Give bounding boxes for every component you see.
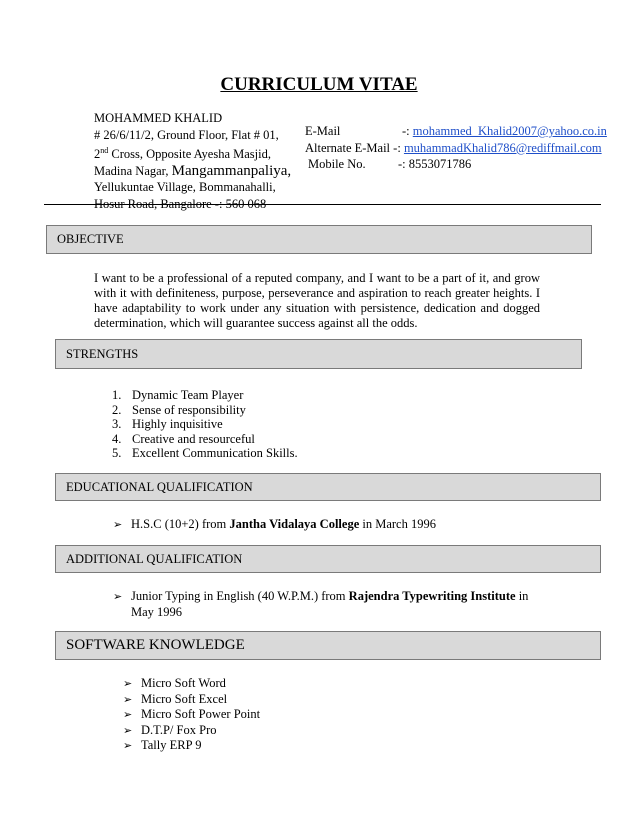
list-item-text: Excellent Communication Skills.: [132, 446, 298, 460]
email-row: [305, 123, 607, 140]
address-line-3: [94, 163, 291, 180]
list-item: [112, 388, 298, 403]
address-line-5: Hosur Road, Bangalore -: 560 068: [94, 196, 267, 211]
list-item: [113, 589, 528, 605]
arrow-bullet-icon: ➢: [123, 740, 133, 752]
address-line-3-b: Mangammanpaliya,: [171, 162, 292, 179]
address-line-2-sup: nd: [100, 146, 109, 155]
strengths-heading: STRENGTHS: [66, 346, 139, 361]
address-line-2: [94, 143, 291, 163]
arrow-bullet-icon: ➢: [113, 591, 123, 603]
list-item-number: 3.: [112, 417, 122, 431]
additional-heading: ADDITIONAL QUALIFICATION: [66, 551, 243, 566]
software-item: Micro Soft Power Point: [141, 707, 261, 721]
address-line-2-prefix: 2: [94, 147, 101, 162]
alt-email-row: [305, 140, 607, 157]
email-label: E-Mail: [305, 124, 341, 138]
software-item: Micro Soft Word: [141, 676, 226, 690]
list-item-text: Highly inquisitive: [132, 417, 223, 431]
list-item: [123, 738, 260, 754]
additional-heading-bar: [55, 545, 601, 573]
page-title: CURRICULUM VITAE: [220, 74, 418, 95]
arrow-bullet-icon: ➢: [123, 724, 133, 737]
contact-block: [305, 123, 607, 173]
address-block: [94, 110, 291, 212]
objective-heading-bar: [46, 225, 592, 254]
list-item: [112, 432, 298, 447]
list-item-continuation: May 1996: [131, 604, 183, 619]
software-list: [123, 676, 260, 754]
list-item-text: Sense of responsibility: [132, 402, 246, 417]
list-item: [113, 517, 436, 533]
list-item: [123, 676, 260, 692]
software-item: Tally ERP 9: [141, 738, 202, 752]
strengths-heading-bar: [55, 339, 582, 369]
education-list: [113, 517, 436, 533]
additional-suffix: in: [515, 589, 529, 603]
email-link[interactable]: mohammed_Khalid2007@yahoo.co.in: [412, 124, 607, 138]
header-divider: [44, 204, 601, 205]
list-item-number: 2.: [112, 402, 122, 417]
software-item: Micro Soft Excel: [141, 691, 228, 706]
arrow-bullet-icon: ➢: [123, 678, 133, 690]
address-line-2-rest: Cross, Opposite Ayesha Masjid,: [108, 147, 271, 162]
list-item: [112, 446, 298, 461]
mobile-label: Mobile No.: [308, 157, 366, 171]
address-line-1: # 26/6/11/2, Ground Floor, Flat # 01,: [94, 127, 279, 142]
list-item-text: Creative and resourceful: [132, 431, 255, 446]
additional-list: [113, 589, 528, 619]
software-item: D.T.P/ Fox Pro: [141, 722, 217, 737]
additional-institution: Rajendra Typewriting Institute: [348, 589, 516, 603]
list-item: [123, 692, 260, 708]
address-line-4: Yellukuntae Village, Bommanahalli,: [94, 180, 276, 195]
email-separator: -:: [402, 124, 413, 138]
education-date: in March 1996: [359, 517, 436, 531]
list-item: [112, 417, 298, 432]
address-line-3-a: Madina Nagar,: [94, 163, 172, 178]
objective-text: I want to be a professional of a reputed company, and I want to be a part of it, and grow with it with definiteness, purpose, perseverance and aspiration to reach greater heights. I have adaptability to work under any situation with persistence, dedication and dogged determination, which will guarantee success against all the odds.: [94, 271, 540, 330]
alt-email-link[interactable]: muhammadKhalid786@rediffmail.com: [403, 140, 602, 155]
list-item: [123, 723, 260, 739]
education-institution: Jantha Vidalaya College: [229, 517, 360, 531]
strengths-list: [112, 388, 298, 461]
list-item: [123, 707, 260, 723]
list-item-number: 5.: [112, 446, 122, 460]
list-item-number: 4.: [112, 431, 122, 446]
arrow-bullet-icon: ➢: [123, 709, 133, 721]
arrow-bullet-icon: ➢: [113, 519, 123, 531]
software-heading-bar: [55, 631, 601, 660]
alt-email-label: Alternate E-Mail: [305, 140, 391, 155]
list-item-text: Dynamic Team Player: [132, 388, 244, 402]
education-heading-bar: [55, 473, 601, 501]
arrow-bullet-icon: ➢: [123, 693, 133, 706]
list-item-number: 1.: [112, 388, 122, 402]
list-item: [112, 403, 298, 418]
objective-heading: OBJECTIVE: [57, 232, 124, 246]
mobile-number: 8553071786: [408, 157, 472, 171]
education-text: H.S.C (10+2) from: [131, 517, 230, 531]
alt-email-separator: -:: [390, 140, 404, 155]
mobile-separator: -:: [398, 157, 409, 171]
additional-text: Junior Typing in English (40 W.P.M.) from: [131, 589, 349, 603]
education-heading: EDUCATIONAL QUALIFICATION: [66, 479, 253, 494]
mobile-row: [305, 156, 607, 173]
software-heading: SOFTWARE KNOWLEDGE: [66, 637, 245, 653]
candidate-name: MOHAMMED KHALID: [94, 111, 223, 125]
